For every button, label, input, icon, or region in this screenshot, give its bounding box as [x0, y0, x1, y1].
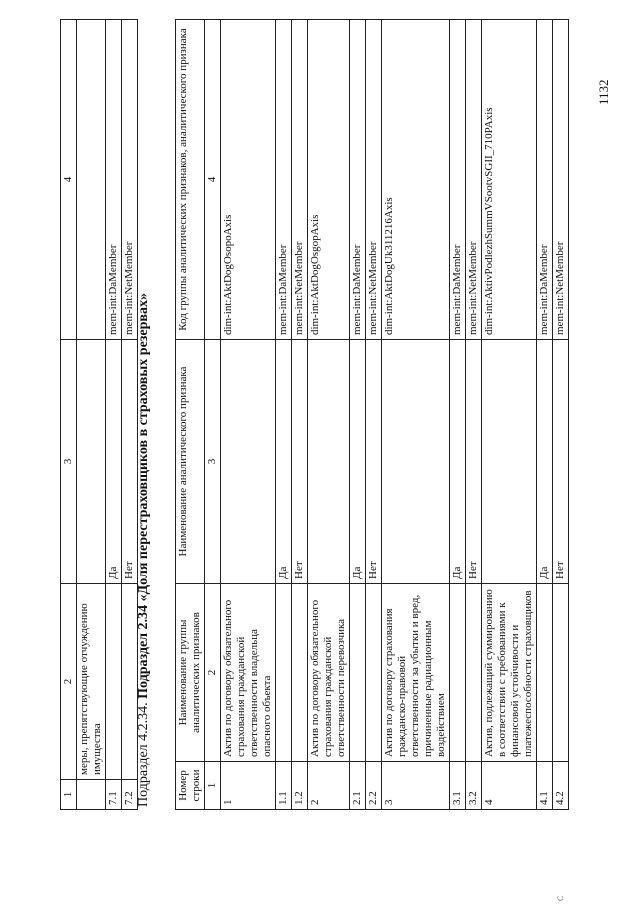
- cell: 4.2: [553, 762, 569, 810]
- cell: mem-int:DaMember: [276, 20, 292, 340]
- cell: [77, 780, 106, 810]
- reinsurance-table: [175, 19, 569, 810]
- cell: Да: [350, 340, 366, 584]
- cell: Актив по договору обязательного страхования гражданской ответственности перевозчика: [308, 584, 350, 762]
- table-row: [308, 20, 350, 810]
- cell: меры, препятствующие отчуждению имущества: [77, 584, 106, 780]
- cell: mem-int:NetMember: [122, 20, 138, 340]
- col-number: 4: [205, 20, 221, 340]
- cell: 1: [221, 762, 276, 810]
- cell: [553, 584, 569, 762]
- cell: 4.1: [537, 762, 553, 810]
- heading-prefix: Подраздел 4.2.34.: [136, 702, 151, 807]
- cell: [537, 584, 553, 762]
- cell: mem-int:DaMember: [537, 20, 553, 340]
- cell: [350, 584, 366, 762]
- cell: 1.2: [292, 762, 308, 810]
- cell: mem-int:NetMember: [466, 20, 482, 340]
- cell: mem-int:NetMember: [366, 20, 382, 340]
- side-mark: C: [556, 895, 565, 901]
- cell: 7.1: [106, 780, 122, 810]
- cell: [77, 20, 106, 340]
- cell: [292, 584, 308, 762]
- cell: Нет: [466, 340, 482, 584]
- cell: 3.1: [450, 762, 466, 810]
- cell: [308, 340, 350, 584]
- cell: mem-int:DaMember: [106, 20, 122, 340]
- cell: [366, 584, 382, 762]
- cell: [77, 340, 106, 584]
- table-row: [466, 20, 482, 810]
- cell: dim-int:AktDogUk311216Axis: [382, 20, 450, 340]
- cell: Да: [537, 340, 553, 584]
- cell: 4: [482, 762, 537, 810]
- col-number: 2: [205, 584, 221, 762]
- table-row: [106, 20, 122, 810]
- section-heading: [135, 293, 153, 807]
- cell: 7.2: [122, 780, 138, 810]
- col-number: 1: [61, 780, 77, 810]
- cell: [450, 584, 466, 762]
- col-number: 3: [205, 340, 221, 584]
- cell: mem-int:DaMember: [350, 20, 366, 340]
- table-header-row: [61, 20, 77, 810]
- column-number-row: [205, 20, 221, 810]
- col-number: 1: [205, 762, 221, 810]
- cell: Нет: [366, 340, 382, 584]
- cell: Нет: [553, 340, 569, 584]
- cell: [382, 340, 450, 584]
- table-row: [537, 20, 553, 810]
- table-body: [221, 20, 569, 810]
- cell: Нет: [292, 340, 308, 584]
- continuation-table: [60, 19, 138, 810]
- table-row: [292, 20, 308, 810]
- table-row: [276, 20, 292, 810]
- page-number: 1132: [596, 79, 611, 105]
- cell: dim-int:AktDogOsgopAxis: [308, 20, 350, 340]
- cell: 2.2: [366, 762, 382, 810]
- cell: Актив по договору обязательного страхования гражданской ответственности владельца опасного объекта: [221, 584, 276, 762]
- cell: 2.1: [350, 762, 366, 810]
- col-number: 4: [61, 20, 77, 340]
- col-number: 3: [61, 340, 77, 584]
- table-row: [382, 20, 450, 810]
- cell: mem-int:NetMember: [292, 20, 308, 340]
- cell: Актив, подлежащий суммированию в соответствии с требованиями к финансовой устойчивости и платежеспособности страховщиков: [482, 584, 537, 762]
- cell: Актив по договору страхования гражданско-правовой ответственности за убытки и вред, причиненные радиационным воздействием: [382, 584, 450, 762]
- table-row: [350, 20, 366, 810]
- table-header-row: [176, 20, 205, 810]
- cell: [106, 584, 122, 780]
- cell: mem-int:NetMember: [553, 20, 569, 340]
- heading-title: Подраздел 2.34 «Доля перестраховщиков в страховых резервах»: [136, 293, 151, 699]
- header-cell: Наименование аналитического признака: [176, 340, 205, 584]
- cell: Да: [276, 340, 292, 584]
- table-row: [77, 20, 106, 810]
- cell: mem-int:DaMember: [450, 20, 466, 340]
- cell: Да: [106, 340, 122, 584]
- header-cell: Номер строки: [176, 762, 205, 810]
- table-row: [366, 20, 382, 810]
- cell: [276, 584, 292, 762]
- table-row: [553, 20, 569, 810]
- cell: 1.1: [276, 762, 292, 810]
- cell: [221, 340, 276, 584]
- cell: [466, 584, 482, 762]
- header-cell: Код группы аналитических признаков, аналитического признака: [176, 20, 205, 340]
- table-row: [482, 20, 537, 810]
- cell: 3: [382, 762, 450, 810]
- cell: dim-int:AktivPodlezhSummVSootvSGII_710PAxis: [482, 20, 537, 340]
- cell: [482, 340, 537, 584]
- cell: 3.2: [466, 762, 482, 810]
- table-row: [450, 20, 466, 810]
- cell: Нет: [122, 340, 138, 584]
- col-number: 2: [61, 584, 77, 780]
- header-cell: Наименование группы аналитических признаков: [176, 584, 205, 762]
- cell: 2: [308, 762, 350, 810]
- table-row: [221, 20, 276, 810]
- cell: Да: [450, 340, 466, 584]
- cell: dim-int:AktDogOsopoAxis: [221, 20, 276, 340]
